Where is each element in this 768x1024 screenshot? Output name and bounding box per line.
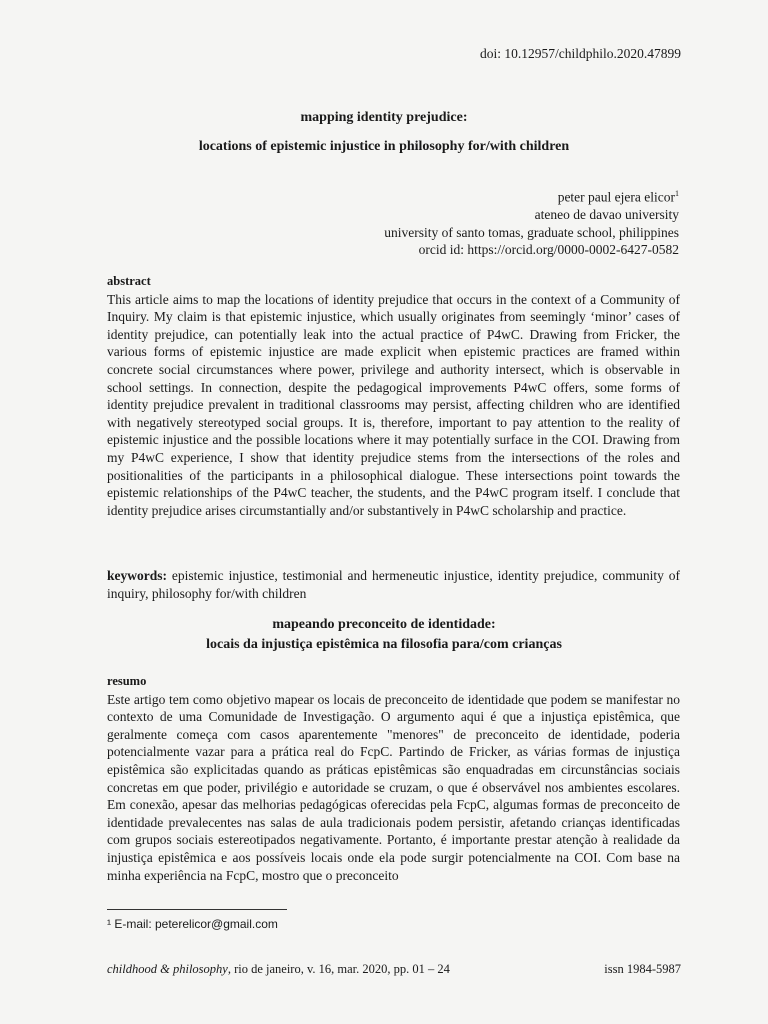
- author-block: [384, 185, 679, 259]
- keywords-label: keywords:: [107, 568, 167, 583]
- abstract-heading: abstract: [107, 274, 151, 288]
- affiliation-1: ateneo de davao university: [534, 207, 679, 222]
- resumo-heading: resumo: [107, 674, 147, 688]
- abstract-section: [107, 273, 680, 519]
- footer-citation: [107, 962, 450, 977]
- abstract-text: This article aims to map the locations of identity prejudice that occurs in the context of a Community of Inquiry. My claim is that epistemic injustice, which usually originates from seemingly ‘minor’ cases of identity prejudice, can potentially leak into the actual practice of P4wC. Drawing from Fricker, the various forms of epistemic injustice are made explicit when epistemic practices are framed within concrete social circumstances where power, privilege and authority intersect, which is observable in school settings. In connection, despite the pedagogical improvements P4wC offers, some forms of identity prejudice prevalent in traditional classrooms may persist, affecting children who are identified with negatively stereotyped social groups. It is, therefore, important to pay attention to the reality of epistemic injustice and the possible locations where it may potentially surface in the COI. Drawing from my P4wC experience, I show that identity prejudice stems from the intersections of the roles and positionalities of the participants in a philosophical dialogue. These intersections point towards the epistemic relationships of the P4wC teacher, the students, and the P4wC program itself. I conclude that identity prejudice arises circumstantially and/or substantively in P4wC scholarship and practice.: [107, 291, 680, 518]
- author-name: peter paul ejera elicor: [557, 189, 675, 205]
- affiliation-2: university of santo tomas, graduate school, philippines: [384, 224, 679, 240]
- footnote: ¹ E-mail: peterelicor@gmail.com: [107, 917, 278, 931]
- resumo-text: Este artigo tem como objetivo mapear os locais de preconceito de identidade que podem se manifestar no contexto de uma Comunidade de Investigação. O argumento aqui é que a injustiça epistêmica, que geralmente começa com casos aparentemente "menores" de preconceito de identidade, poderia potencialmente vazar para a prática real do FcpC. Partindo de Fricker, as várias formas de injustiça epistêmica são explicitadas quando as práticas epistêmicas são enquadradas em circunstâncias sociais concretas em que poder, privilégio e autoridade se cruzam, o que é observável nos ambientes escolares. Em conexão, apesar das melhorias pedagógicas oferecidas pela FcpC, algumas formas de preconceito de identidade prevalecentes nas salas de aula tradicionais podem persistir, afetando crianças identificadas com grupos sociais estereotipados negativamente. Portanto, é importante prestar atenção à realidade da injustiça epistêmica e aos possíveis locais onde ela pode surgir potencialmente na COI. Com base na minha experiência na FcpC, mostro que o preconceito: [107, 691, 680, 883]
- pt-title-line-1: mapeando preconceito de identidade:: [272, 617, 496, 632]
- orcid: orcid id: https://orcid.org/0000-0002-6427-0582: [418, 242, 679, 257]
- keywords-text: epistemic injustice, testimonial and hermeneutic injustice, identity prejudice, community of inquiry, philosophy for/with children: [107, 568, 680, 601]
- pt-title-line-2: locais da injustiça epistêmica na filosofia para/com crianças: [206, 637, 562, 652]
- author-name-line: [384, 185, 679, 206]
- issn: issn 1984-5987: [604, 962, 681, 976]
- resumo-section: [107, 673, 680, 884]
- doi: doi: 10.12957/childphilo.2020.47899: [480, 46, 681, 61]
- title-line-2: locations of epistemic injustice in philosophy for/with children: [198, 139, 570, 154]
- journal-name: childhood & philosophy: [107, 962, 228, 976]
- footnote-divider: [107, 909, 287, 910]
- journal-details: , rio de janeiro, v. 16, mar. 2020, pp. 01 – 24: [227, 962, 450, 976]
- title-line-1: mapping identity prejudice:: [300, 110, 468, 125]
- keywords-section: [107, 567, 680, 602]
- footnote-mark: 1: [675, 189, 679, 198]
